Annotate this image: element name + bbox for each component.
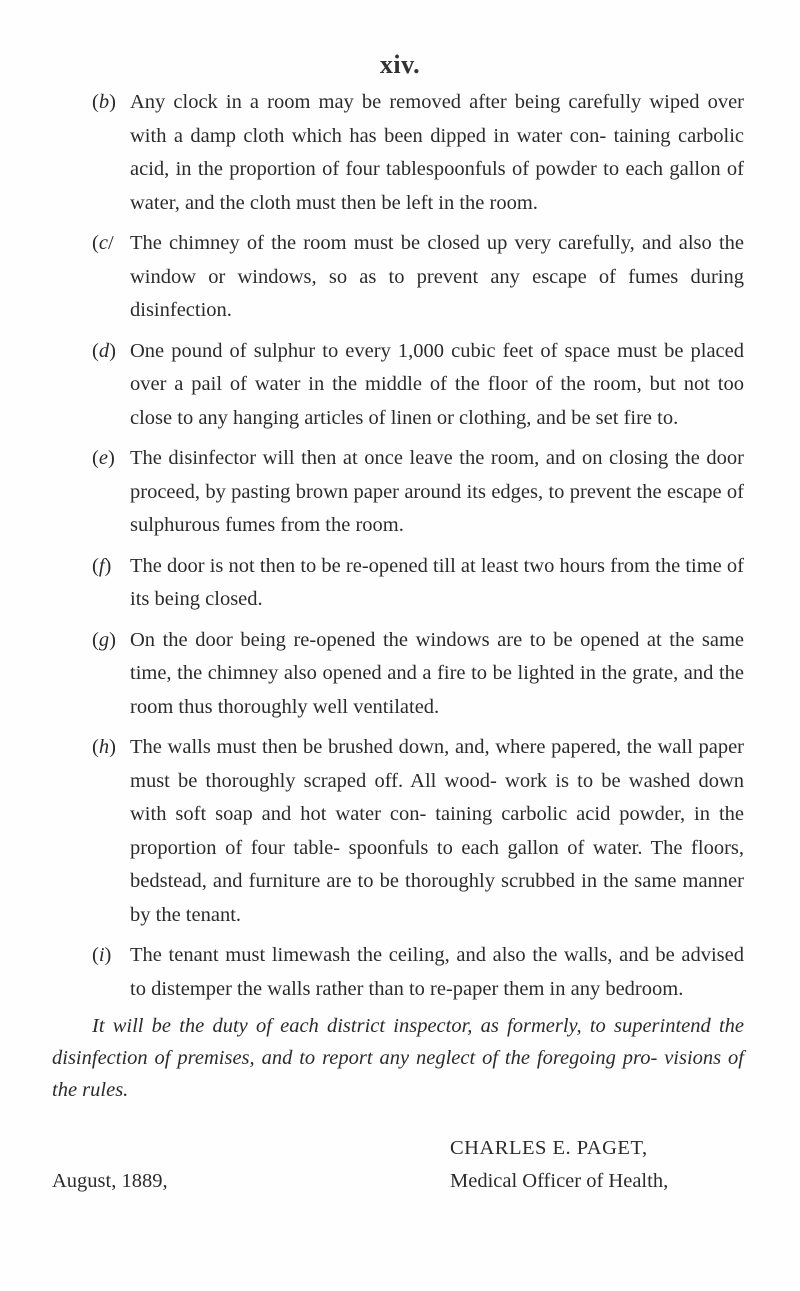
- signature-title: Medical Officer of Health,: [450, 1170, 669, 1192]
- rule-item-f: [92, 550, 744, 617]
- rule-text: On the door being re-opened the windows are to be opened at the same time, the chimney also opened and a fire to be lighted in the grate, and the room thus thoroughly well ventilated.: [130, 628, 744, 718]
- rule-text: Any clock in a room may be removed after being carefully wiped over with a damp cloth which has been dipped in water con- taining carbolic acid, in the proportion of four tablespoonfuls of powder to each gallon of water, and the cloth must then be left in the room.: [130, 91, 744, 214]
- rule-marker: (h): [92, 736, 116, 758]
- rule-item-c: [92, 227, 744, 328]
- rule-marker: (c/: [92, 232, 114, 254]
- rule-item-e: [92, 442, 744, 543]
- rule-text: The walls must then be brushed down, and, where papered, the wall paper must be thoroughly scraped off. All wood- work is to be washed down with soft soap and hot water con- taining carbolic acid powder, in the proportion of four table- spoonfuls to each gallon of water. The floors, bedstead, and furniture are to be thoroughly scrubbed in the same manner by the tenant.: [130, 736, 744, 926]
- rule-text: One pound of sulphur to every 1,000 cubic feet of space must be placed over a pail of water in the middle of the floor of the room, but not too close to any hanging articles of linen or clothing, and be set fire to.: [130, 339, 744, 429]
- rule-marker: (i): [92, 944, 112, 966]
- rule-text: The tenant must limewash the ceiling, and also the walls, and be advised to distemper the walls rather than to re-paper them in any bedroom.: [130, 944, 744, 1000]
- rule-marker: (g): [92, 628, 116, 651]
- rule-marker: (b): [92, 91, 116, 113]
- rule-marker: (f): [92, 554, 112, 577]
- rules-list: [92, 86, 744, 1013]
- rule-item-g: [92, 624, 744, 725]
- rule-item-h: [92, 731, 744, 932]
- rule-item-d: [92, 335, 744, 436]
- rule-text: The door is not then to be re-opened till at least two hours from the time of its being closed.: [130, 554, 744, 610]
- rule-marker: (e): [92, 447, 115, 469]
- rule-text: The disinfector will then at once leave the room, and on closing the door proceed, by pasting brown paper around its edges, to prevent the escape of sulphurous fumes from the room.: [130, 447, 744, 536]
- rule-text: The chimney of the room must be closed up very carefully, and also the window or windows, so as to prevent any escape of fumes during disinfection.: [130, 232, 744, 321]
- signature-name: CHARLES E. PAGET,: [450, 1137, 648, 1159]
- closing-note: It will be the duty of each district inspector, as formerly, to superintend the disinfection of premises, and to report any neglect of the foregoing pro- visions of the rules.: [52, 1015, 744, 1101]
- rule-item-b: [92, 86, 744, 220]
- page-number: xiv.: [379, 50, 421, 79]
- rule-item-i: [92, 939, 744, 1006]
- rule-marker: (d): [92, 339, 116, 362]
- date-line: August, 1889,: [52, 1170, 168, 1192]
